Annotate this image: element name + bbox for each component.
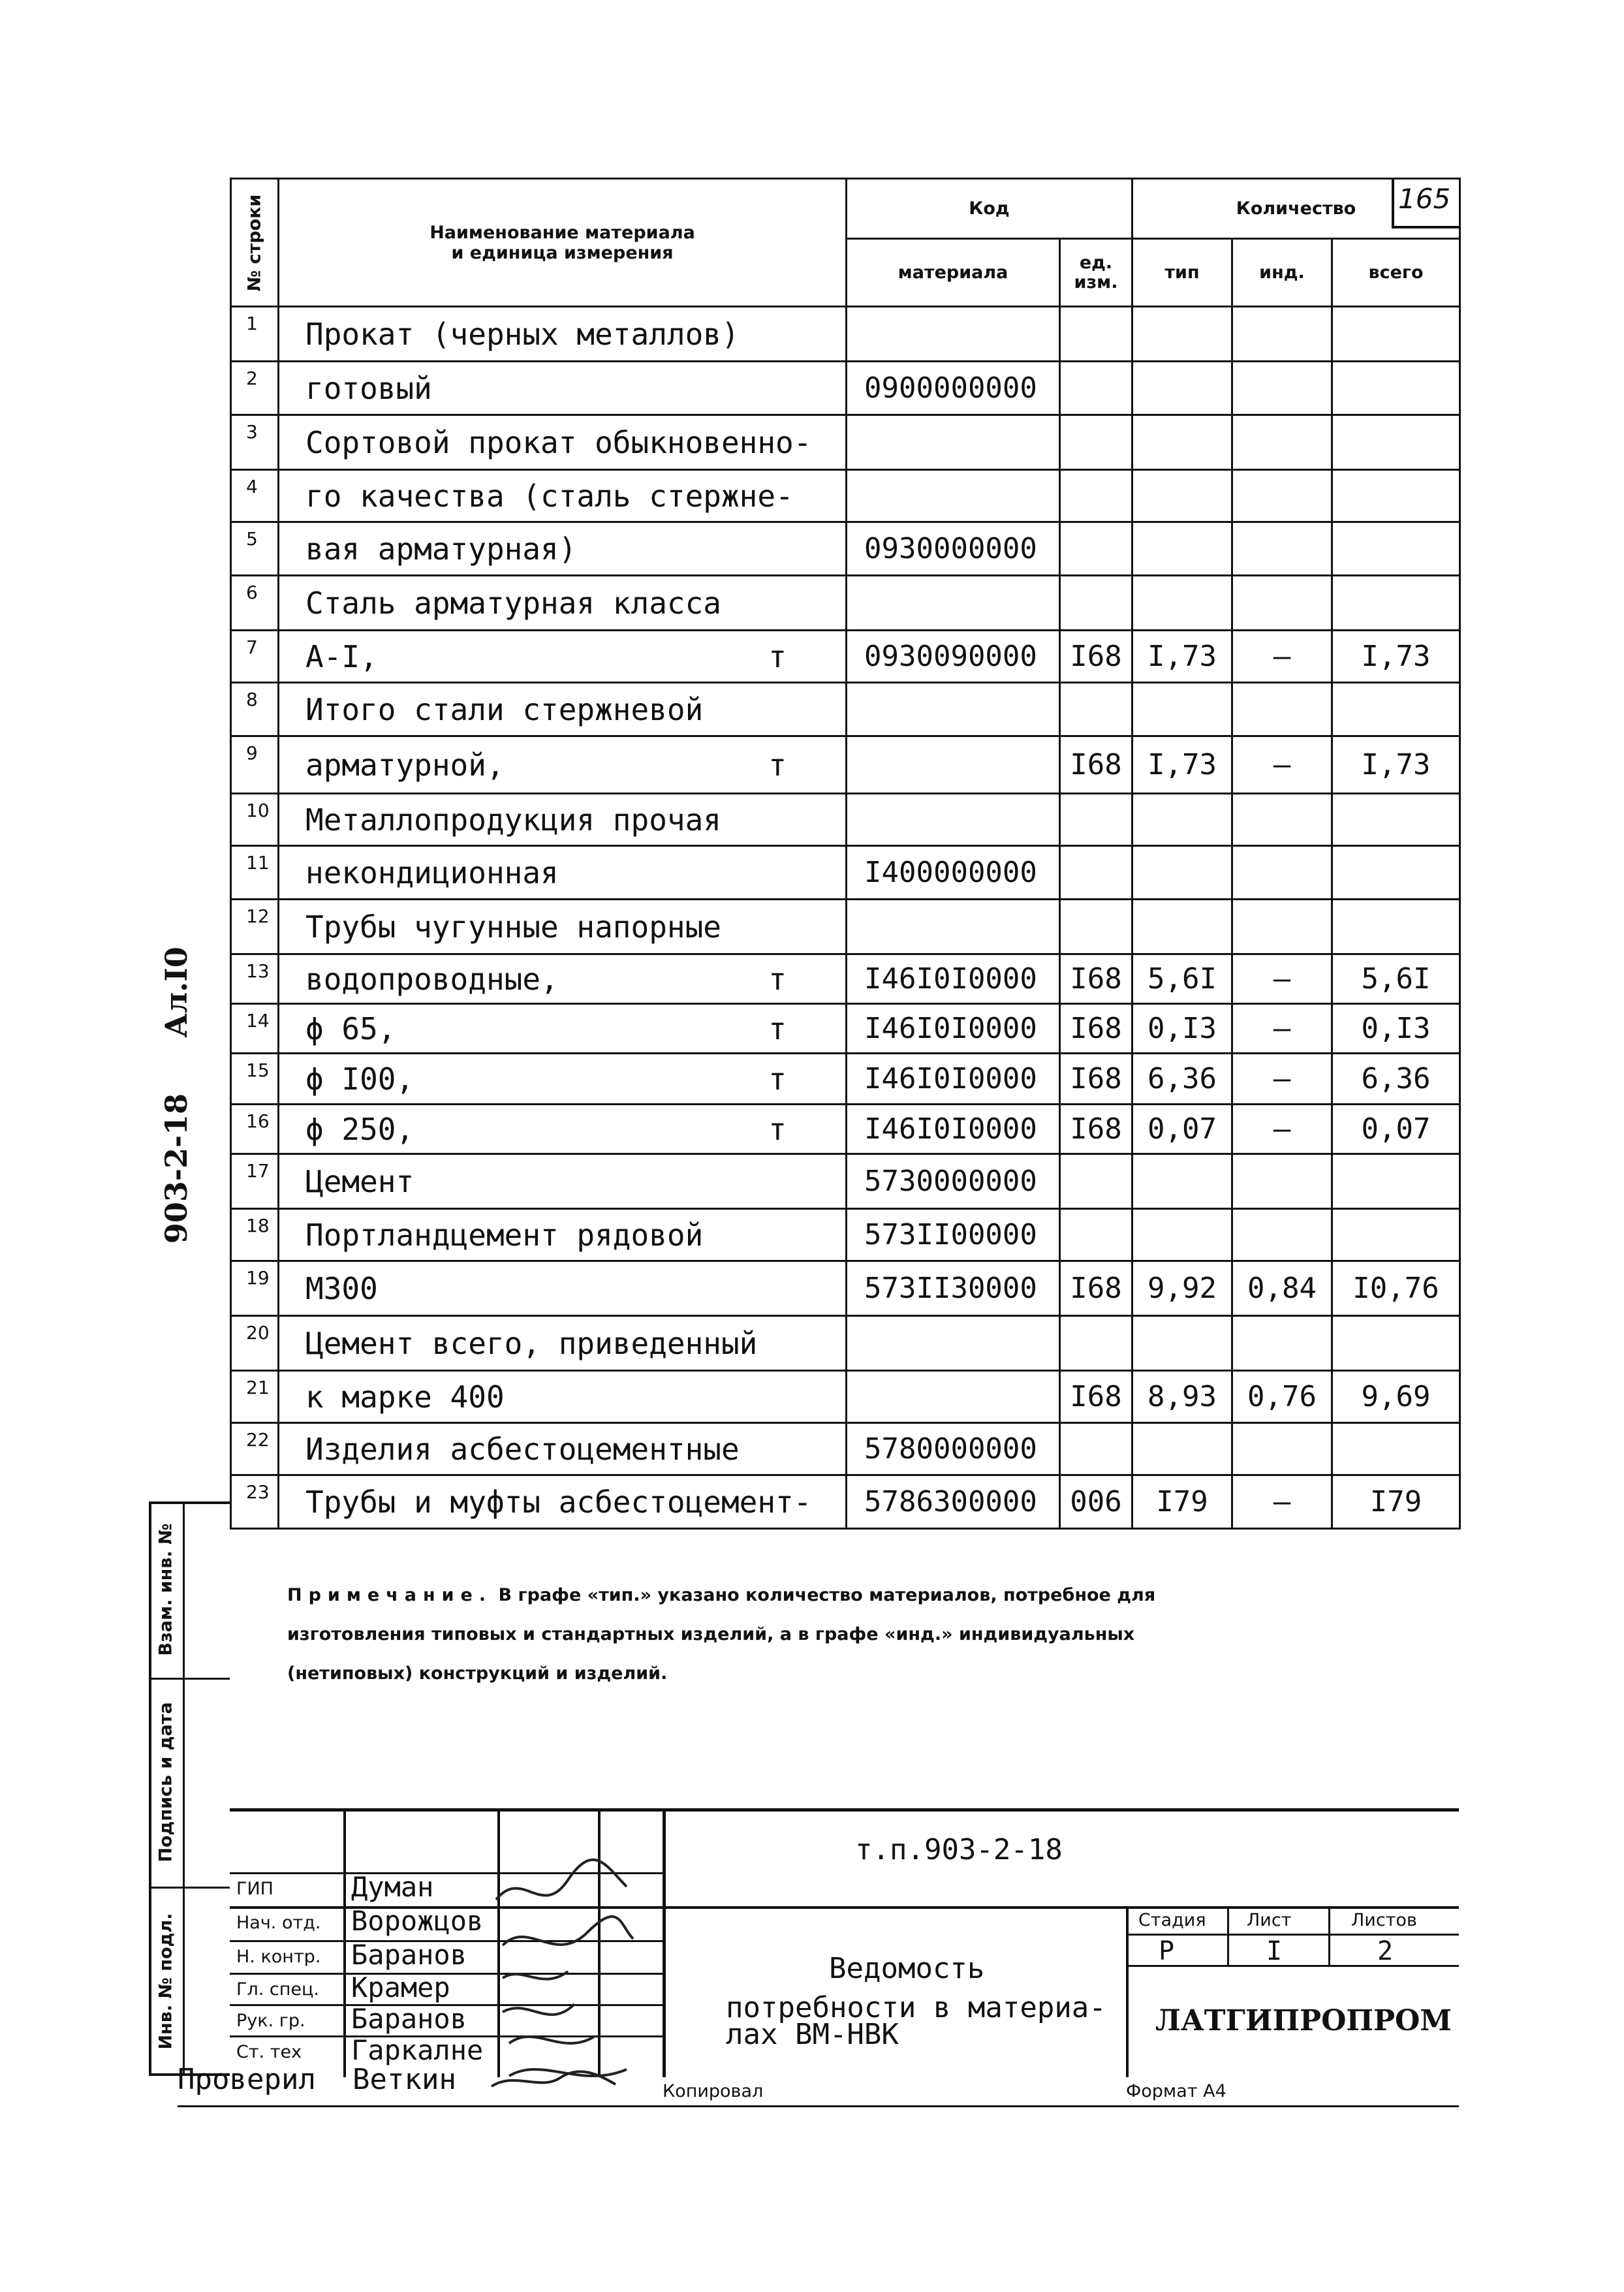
checked-signature <box>488 2068 619 2094</box>
note-line-3: (нетиповых) конструкций и изделий. <box>287 1663 668 1684</box>
table-row <box>231 1423 1460 1475</box>
qty-total <box>1332 794 1460 846</box>
header-unit: ед. изм. <box>1060 239 1132 307</box>
material-code: 0900000000 <box>847 362 1060 415</box>
header-code-material: материала <box>847 239 1060 307</box>
header-code: Код <box>847 179 1132 239</box>
material-name <box>279 1475 847 1529</box>
unit-code <box>1060 522 1132 576</box>
table-row <box>231 307 1460 362</box>
qty-total <box>1332 1154 1460 1209</box>
material-name-text: арматурной, <box>305 747 505 783</box>
qty-total <box>1332 415 1460 470</box>
sheets-value: 2 <box>1377 1936 1394 1966</box>
table-row <box>231 1371 1460 1423</box>
row-number: 21 <box>231 1371 279 1423</box>
qty-ind: – <box>1232 736 1332 794</box>
header-quantity: Количество <box>1132 179 1460 239</box>
row-number: 6 <box>231 576 279 631</box>
qty-type: 0,07 <box>1132 1105 1232 1154</box>
table-row <box>231 1054 1460 1105</box>
qty-ind <box>1232 522 1332 576</box>
qty-type <box>1132 794 1232 846</box>
material-name <box>279 470 847 522</box>
qty-ind <box>1232 470 1332 522</box>
signatory-role: Рук. гр. <box>236 2011 305 2031</box>
qty-total <box>1332 1423 1460 1475</box>
material-code <box>847 576 1060 631</box>
material-code: 5780000000 <box>847 1423 1060 1475</box>
material-name <box>279 1423 847 1475</box>
material-name-text: Металлопродукция прочая <box>305 802 721 838</box>
header-qty-ind: инд. <box>1232 239 1332 307</box>
qty-type: 5,6I <box>1132 954 1232 1004</box>
unit-code <box>1060 362 1132 415</box>
qty-ind: 0,76 <box>1232 1371 1332 1423</box>
material-code: I46I0I0000 <box>847 1105 1060 1154</box>
unit-code <box>1060 846 1132 900</box>
qty-ind: – <box>1232 1105 1332 1154</box>
material-name-text: Изделия асбестоцементные <box>305 1431 740 1467</box>
material-name <box>279 1054 847 1105</box>
material-name-text: Сталь арматурная класса <box>305 585 721 621</box>
table-row <box>231 1105 1460 1154</box>
row-number: 11 <box>231 846 279 900</box>
row-number: 23 <box>231 1475 279 1529</box>
qty-ind <box>1232 1316 1332 1371</box>
signatory-role: ГИП <box>236 1879 273 1899</box>
unit-code <box>1060 1209 1132 1261</box>
qty-type: 9,92 <box>1132 1261 1232 1316</box>
row-number: 1 <box>231 307 279 362</box>
signature-scribbles <box>483 1841 679 2089</box>
table-row <box>231 794 1460 846</box>
qty-total: I,73 <box>1332 736 1460 794</box>
qty-type: I79 <box>1132 1475 1232 1529</box>
qty-type <box>1132 362 1232 415</box>
material-name <box>279 954 847 1004</box>
qty-total: I0,76 <box>1332 1261 1460 1316</box>
qty-total: 0,I3 <box>1332 1004 1460 1054</box>
material-name-text: некондиционная <box>305 855 559 890</box>
qty-ind: – <box>1232 954 1332 1004</box>
row-number: 3 <box>231 415 279 470</box>
row-number: 12 <box>231 900 279 954</box>
material-name-text: Цемент всего, приведенный <box>305 1325 758 1361</box>
qty-ind <box>1232 1154 1332 1209</box>
material-code: 5786300000 <box>847 1475 1060 1529</box>
qty-type <box>1132 846 1232 900</box>
signatory-name: Гаркалне <box>351 2034 484 2066</box>
material-code: 5730000000 <box>847 1154 1060 1209</box>
signatory-name: Крамер <box>351 1971 450 2003</box>
unit-code <box>1060 900 1132 954</box>
material-name <box>279 415 847 470</box>
material-name <box>279 900 847 954</box>
unit-mark: т <box>768 638 787 674</box>
qty-type <box>1132 1423 1232 1475</box>
table-row <box>231 1475 1460 1529</box>
qty-total: 5,6I <box>1332 954 1460 1004</box>
material-code <box>847 736 1060 794</box>
signatory-role: Нач. отд. <box>236 1913 321 1933</box>
unit-mark: т <box>768 961 787 997</box>
material-name <box>279 846 847 900</box>
row-number: 20 <box>231 1316 279 1371</box>
doc-title-2: потребности в материа- <box>726 1991 1106 2024</box>
sheet-number: 165 <box>1398 183 1451 215</box>
doc-title-1: Ведомость <box>829 1952 985 1985</box>
material-name-text: Прокат (черных металлов) <box>305 316 740 352</box>
qty-type <box>1132 522 1232 576</box>
material-name-text: Трубы и муфты асбестоцемент- <box>305 1484 812 1520</box>
qty-type <box>1132 576 1232 631</box>
row-number: 9 <box>231 736 279 794</box>
qty-type: 6,36 <box>1132 1054 1232 1105</box>
material-name <box>279 307 847 362</box>
unit-code: I68 <box>1060 1105 1132 1154</box>
material-name <box>279 1105 847 1154</box>
material-code <box>847 900 1060 954</box>
qty-type <box>1132 307 1232 362</box>
material-name <box>279 1371 847 1423</box>
material-name <box>279 794 847 846</box>
table-row <box>231 900 1460 954</box>
material-code <box>847 794 1060 846</box>
qty-ind <box>1232 900 1332 954</box>
row-number: 2 <box>231 362 279 415</box>
unit-code <box>1060 1423 1132 1475</box>
material-name-text: Сортовой прокат обыкновенно- <box>305 424 812 460</box>
unit-code: 006 <box>1060 1475 1132 1529</box>
qty-ind <box>1232 846 1332 900</box>
row-number: 4 <box>231 470 279 522</box>
table-row <box>231 1154 1460 1209</box>
qty-total: I79 <box>1332 1475 1460 1529</box>
unit-code: I68 <box>1060 954 1132 1004</box>
row-number: 7 <box>231 631 279 683</box>
table-row <box>231 1004 1460 1054</box>
qty-total: 9,69 <box>1332 1371 1460 1423</box>
unit-code: I68 <box>1060 1004 1132 1054</box>
unit-mark: т <box>768 747 787 783</box>
material-code: I46I0I0000 <box>847 1054 1060 1105</box>
signatory-name: Баранов <box>351 2003 467 2035</box>
material-name-text: ϕ 250, <box>305 1111 414 1147</box>
sheet-label: Лист <box>1247 1910 1292 1930</box>
unit-code <box>1060 683 1132 736</box>
header-row-number: № строки <box>231 179 279 307</box>
material-name <box>279 1154 847 1209</box>
material-code: 573II30000 <box>847 1261 1060 1316</box>
qty-total <box>1332 470 1460 522</box>
organization-name: ЛАТГИПРОПРОМ <box>1155 2004 1452 2037</box>
copied-label: Копировал <box>663 2081 764 2101</box>
row-number: 13 <box>231 954 279 1004</box>
checked-name: Веткин <box>352 2063 456 2096</box>
material-name <box>279 631 847 683</box>
unit-code <box>1060 576 1132 631</box>
row-number: 18 <box>231 1209 279 1261</box>
row-number: 19 <box>231 1261 279 1316</box>
qty-type <box>1132 1209 1232 1261</box>
qty-ind <box>1232 576 1332 631</box>
table-row <box>231 522 1460 576</box>
row-number: 17 <box>231 1154 279 1209</box>
qty-total: 6,36 <box>1332 1054 1460 1105</box>
qty-ind <box>1232 415 1332 470</box>
qty-ind: – <box>1232 1004 1332 1054</box>
qty-ind <box>1232 307 1332 362</box>
qty-type <box>1132 900 1232 954</box>
header-material-name: Наименование материала и единица измерения <box>279 179 847 307</box>
sheets-label: Листов <box>1351 1910 1417 1930</box>
table-row <box>231 1261 1460 1316</box>
row-number: 10 <box>231 794 279 846</box>
table-row <box>231 470 1460 522</box>
material-code <box>847 470 1060 522</box>
qty-type: I,73 <box>1132 736 1232 794</box>
stage-value: Р <box>1159 1936 1175 1966</box>
qty-ind <box>1232 683 1332 736</box>
unit-code <box>1060 794 1132 846</box>
qty-type <box>1132 683 1232 736</box>
material-code <box>847 683 1060 736</box>
unit-code: I68 <box>1060 1054 1132 1105</box>
qty-total <box>1332 1316 1460 1371</box>
material-code <box>847 415 1060 470</box>
material-name-text: Портландцемент рядовой <box>305 1217 704 1253</box>
unit-code: I68 <box>1060 736 1132 794</box>
material-name-text: готовый <box>305 370 432 406</box>
row-number: 8 <box>231 683 279 736</box>
qty-total <box>1332 362 1460 415</box>
material-name-text: вая арматурная) <box>305 531 577 567</box>
note-line-2: изготовления типовых и стандартных изделий, а в графе «инд.» индивидуальных <box>287 1624 1135 1644</box>
material-name <box>279 683 847 736</box>
signatory-role: Гл. спец. <box>236 1979 319 2000</box>
table-row <box>231 576 1460 631</box>
qty-type <box>1132 1316 1232 1371</box>
stage-label: Стадия <box>1138 1910 1206 1930</box>
material-code: I46I0I0000 <box>847 1004 1060 1054</box>
qty-ind <box>1232 794 1332 846</box>
qty-type <box>1132 415 1232 470</box>
table-row <box>231 736 1460 794</box>
unit-code: I68 <box>1060 631 1132 683</box>
material-name <box>279 576 847 631</box>
material-code: 573II00000 <box>847 1209 1060 1261</box>
unit-code <box>1060 1154 1132 1209</box>
table-row <box>231 415 1460 470</box>
table-body <box>231 307 1460 1529</box>
qty-total <box>1332 846 1460 900</box>
material-name <box>279 1209 847 1261</box>
qty-type: 8,93 <box>1132 1371 1232 1423</box>
table-row <box>231 631 1460 683</box>
material-name <box>279 362 847 415</box>
qty-total <box>1332 900 1460 954</box>
header-qty-total: всего <box>1332 239 1460 307</box>
unit-code <box>1060 415 1132 470</box>
material-name-text: го качества (сталь стержне- <box>305 478 794 514</box>
format-label: Формат А4 <box>1126 2081 1226 2101</box>
table-row <box>231 362 1460 415</box>
margin-signature-label: Подпись и дата <box>155 1702 176 1862</box>
doc-code: т.п.903-2-18 <box>855 1833 1063 1866</box>
row-number: 15 <box>231 1054 279 1105</box>
material-name-text: Трубы чугунные напорные <box>305 909 721 945</box>
qty-total: 0,07 <box>1332 1105 1460 1154</box>
row-number: 22 <box>231 1423 279 1475</box>
material-code <box>847 1371 1060 1423</box>
signatory-name: Баранов <box>351 1939 467 1971</box>
qty-ind <box>1232 1209 1332 1261</box>
material-code <box>847 1316 1060 1371</box>
material-code <box>847 307 1060 362</box>
qty-ind <box>1232 1423 1332 1475</box>
material-name <box>279 1004 847 1054</box>
qty-total <box>1332 307 1460 362</box>
margin-inventory-label: Инв. № подл. <box>155 1913 176 2050</box>
material-name-text: М300 <box>305 1270 378 1306</box>
material-name <box>279 1316 847 1371</box>
signatory-name: Ворожцов <box>351 1905 484 1937</box>
signatory-name: Думан <box>351 1871 434 1903</box>
material-code: 0930000000 <box>847 522 1060 576</box>
unit-code <box>1060 470 1132 522</box>
material-name-text: А-I, <box>305 638 378 674</box>
material-code: I400000000 <box>847 846 1060 900</box>
material-code: 0930090000 <box>847 631 1060 683</box>
qty-total <box>1332 576 1460 631</box>
material-name-text: к марке 400 <box>305 1379 505 1415</box>
material-name-text: Итого стали стержневой <box>305 691 704 727</box>
qty-ind <box>1232 362 1332 415</box>
row-number: 16 <box>231 1105 279 1154</box>
qty-total: I,73 <box>1332 631 1460 683</box>
unit-code <box>1060 307 1132 362</box>
material-name-text: ϕ 65, <box>305 1011 396 1046</box>
qty-total <box>1332 1209 1460 1261</box>
qty-ind: – <box>1232 1054 1332 1105</box>
material-name <box>279 1261 847 1316</box>
material-name <box>279 736 847 794</box>
header-qty-type: тип <box>1132 239 1232 307</box>
qty-ind: 0,84 <box>1232 1261 1332 1316</box>
unit-mark: т <box>768 1111 787 1147</box>
material-code: I46I0I0000 <box>847 954 1060 1004</box>
qty-type <box>1132 1154 1232 1209</box>
sheet-value: I <box>1266 1936 1283 1966</box>
qty-total <box>1332 522 1460 576</box>
unit-code <box>1060 1316 1132 1371</box>
table-row <box>231 683 1460 736</box>
qty-ind: – <box>1232 631 1332 683</box>
doc-title-3: лах ВМ-НВК <box>726 2018 899 2051</box>
unit-code: I68 <box>1060 1371 1132 1423</box>
album-label: Ал.I0 <box>159 947 194 1038</box>
qty-type <box>1132 470 1232 522</box>
unit-mark: т <box>768 1011 787 1046</box>
row-number: 14 <box>231 1004 279 1054</box>
qty-type: 0,I3 <box>1132 1004 1232 1054</box>
qty-ind: – <box>1232 1475 1332 1529</box>
row-number: 5 <box>231 522 279 576</box>
project-label: 903-2-18 <box>159 1093 194 1244</box>
material-name-text: водопроводные, <box>305 961 559 997</box>
material-name-text: ϕ I00, <box>305 1061 414 1097</box>
materials-table <box>230 178 1461 1530</box>
checked-label: Проверил <box>178 2063 316 2096</box>
note-line-1: Примечание. В графе «тип.» указано количество материалов, потребное для <box>287 1585 1156 1605</box>
signatory-role: Ст. тех <box>236 2042 302 2062</box>
material-name-text: Цемент <box>305 1163 414 1199</box>
table-row <box>231 846 1460 900</box>
signatory-role: Н. контр. <box>236 1947 321 1967</box>
table-row <box>231 954 1460 1004</box>
table-row <box>231 1209 1460 1261</box>
qty-total <box>1332 683 1460 736</box>
table-row <box>231 1316 1460 1371</box>
unit-code: I68 <box>1060 1261 1132 1316</box>
margin-vzam-label: Взам. инв. № <box>155 1523 176 1656</box>
unit-mark: т <box>768 1061 787 1097</box>
material-name <box>279 522 847 576</box>
qty-type: I,73 <box>1132 631 1232 683</box>
